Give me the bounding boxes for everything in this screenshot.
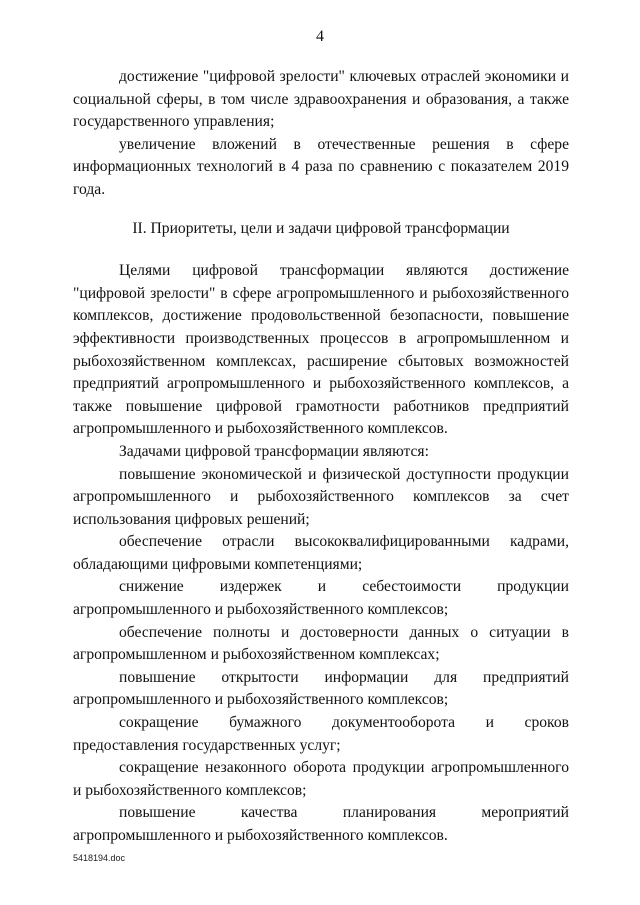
task-item: обеспечение полноты и достоверности данных о ситуации в агропромышленном и рыбохозяйственном комплексах;	[73, 623, 569, 664]
task-item: сокращение незаконного оборота продукции агропромышленного и рыбохозяйственного комплексов;	[73, 759, 569, 799]
goals-paragraph: Целями цифровой трансформации являются достижение "цифровой зрелости" в сфере агропромышленного и рыбохозяйственного комплексов, достижение продовольственной безопасности, повышение эффективности производственных процессов в агропромышленном и рыбохозяйственном комплексах, расширение сбытовых возможностей предприятий агропромышленного и рыбохозяйственного комплексов, а также повышение цифровой грамотности работников предприятий агропромышленного и рыбохозяйственного комплексов.	[73, 262, 569, 438]
intro-paragraph: достижение "цифровой зрелости" ключевых отраслей экономики и социальной сферы, в том числе здравоохранения и образования, а также государственного управления;	[73, 68, 569, 131]
task-item: снижение издержек и себестоимости продукции агропромышленного и рыбохозяйственного комплексов;	[73, 578, 569, 619]
file-name-footer: 5418194.doc	[73, 853, 126, 863]
page-number: 4	[316, 28, 324, 45]
task-item: повышение открытости информации для предприятий агропромышленного и рыбохозяйственного комплексов;	[73, 668, 569, 709]
task-item: обеспечение отрасли высококвалифицированными кадрами, обладающими цифровыми компетенциями;	[73, 533, 569, 573]
intro-paragraph: увеличение вложений в отечественные решения в сфере информационных технологий в 4 раза по сравнению с показателем 2019 года.	[73, 135, 569, 198]
section-heading: II. Приоритеты, цели и задачи цифровой трансформации	[132, 219, 510, 237]
task-item: повышение качества планирования мероприятий агропромышленного и рыбохозяйственного комплексов.	[73, 804, 569, 844]
task-item: сокращение бумажного документооборота и сроков предоставления государственных услуг;	[73, 714, 569, 754]
task-item: повышение экономической и физической доступности продукции агропромышленного и рыбохозяйственного комплексов за счет использования цифровых решений;	[73, 465, 569, 528]
tasks-intro: Задачами цифровой трансформации являются:	[119, 442, 429, 460]
document-body	[73, 66, 569, 848]
